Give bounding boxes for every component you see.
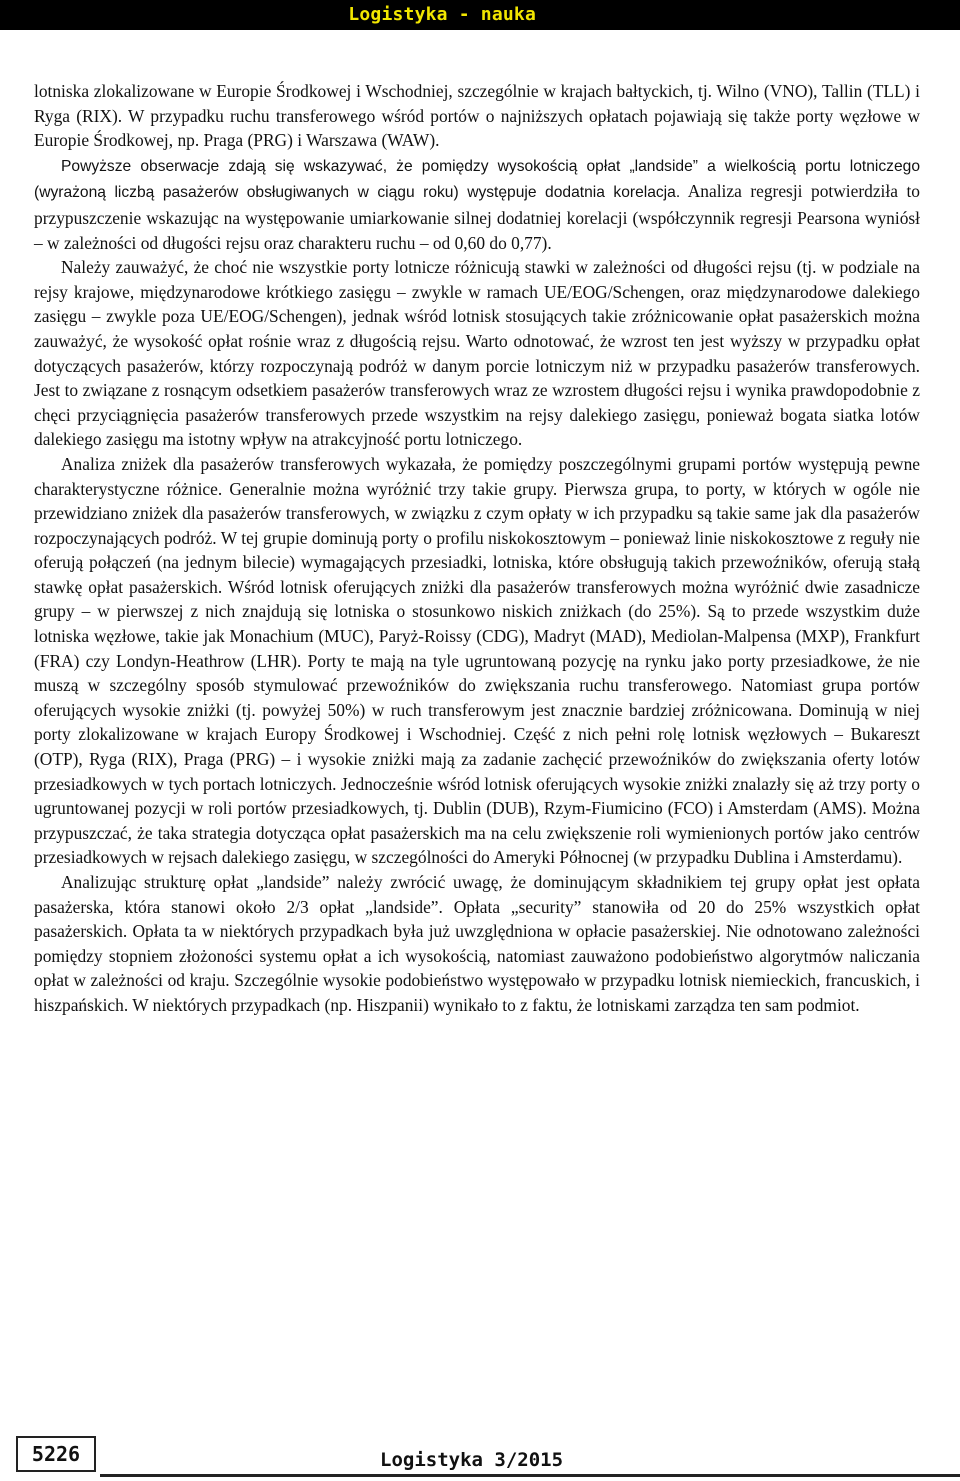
paragraph-4: Analiza zniżek dla pasażerów transferowych wykazała, że pomiędzy poszczególnymi grupami portów występują pewne charakterystyczne różnice. Generalnie można wyróżnić trzy takie grupy. Pierwsza grupa, to porty, w których w ogóle nie przewidziano zniżek dla pasażerów transferowych, w związku z czym opłaty w ich przypadku są takie same jak dla pasażerów rozpoczynających podróż. W tej grupie dominują porty o profilu niskokosztowym – ponieważ linie niskokosztowe z reguły nie oferują połączeń (na jednym bilecie) wymagających przesiadki, lotniska, które obsługują takich przewoźników, oferują stałą stawkę opłat pasażerskich. Wśród lotnisk oferujących zniżki dla pasażerów transferowych można wyróżnić dwie zasadnicze grupy – w pierwszej z nich znajdują się lotniska o stosunkowo niskich zniżkach (do 25%). Są to przede wszystkim duże lotniska węzłowe, takie jak Monachium (MUC), Paryż-Roissy (CDG), Madryt (MAD), Mediolan-Malpensa (MXP), Frankfurt (FRA) czy Londyn-Heathrow (LHR). Porty te mają na tyle ugruntowaną pozycję na rynku jako porty przesiadkowe, że nie muszą w szczególny sposób stymulować przewoźników do zwiększania ruchu transferowego. Natomiast grupa portów oferujących wysokie zniżki (tj. powyżej 50%) w ruch transferowym jest znacznie bardziej zróżnicowana. Dominują w niej porty zlokalizowane w krajach Europy Środkowej i Wschodniej. Część z nich pełni rolę lotnisk węzłowych – Bukareszt (OTP), Ryga (RIX), Praga (PRG) – i wysokie zniżki mają za zadanie zachęcić przewoźników do zwiększania oferty lotów przesiadkowych w tych portach lotniczych. Jednocześnie wśród lotnisk oferujących wysokie zniżki znalazły się aż trzy porty o ugruntowanej pozycji w roli portów przesiadkowych, tj. Dublin (DUB), Rzym-Fiumicino (FCO) i Amsterdam (AMS). Można przypuszczać, że taka strategia dotycząca opłat pasażerskich ma na celu zwiększenie roli wymienionych portów jako centrów przesiadkowych w rejsach dalekiego zasięgu, w szczególności do Ameryki Północnej (w przypadku Dublina i Amsterdamu). (34, 453, 920, 868)
paragraph-2-sans-text: Powyższe obserwacje zdają się wskazywać, że pomiędzy wysokością opłat „landside” a wielkością portu lotniczego (wyrażoną liczbą pasażerów obsługiwanych w ciągu roku) występuje dodatnia korelacja. (34, 157, 920, 202)
page-number: 5226 (16, 1436, 96, 1472)
paragraph-2 (34, 153, 920, 255)
header-bar (0, 0, 960, 30)
paragraph-5: Analizując strukturę opłat „landside” należy zwrócić uwagę, że dominującym składnikiem tej grupy opłat jest opłata pasażerska, która stanowi około 2/3 opłat „landside”. Opłata „security” stanowiła od 20 do 25% wszystkich opłat pasażerskich. Opłata ta w niektórych przypadkach była już uwzględniona w opłacie pasażerskiej. Nie odnotowano zależności pomiędzy stopniem złożoności systemu opłat a ich wysokością, natomiast zauważono podobieństwo algorytmów naliczania opłat w zależności od kraju. Szczególnie wysokie podobieństwo występowało w przypadku lotnisk niemieckich, francuskich, i hiszpańskich. W niektórych przypadkach (np. Hiszpanii) wynikało to z faktu, że lotniskami zarządza ten sam podmiot. (34, 872, 920, 1015)
footer-divider (100, 1474, 960, 1477)
paragraph-3: Należy zauważyć, że choć nie wszystkie porty lotnicze różnicują stawki w zależności od długości rejsu (tj. w podziale na rejsy krajowe, międzynarodowe krótkiego zasięgu – zwykle w ramach UE/EOG/Schengen, oraz międzynarodowe dalekiego zasięgu – zwykle poza UE/EOG/Schengen), jednak wśród lotnisk stosujących takie zróżnicowanie opłat pasażerskich można zauważyć, że wysokość opłat rośnie wraz z długością rejsu. Warto odnotować, że wzrost ten jest wyższy w przypadku opłat dotyczących pasażerów, którzy rozpoczynają podróż w danym porcie lotniczym niż w przypadku pasażerów transferowych. Jest to związane z rosnącym odsetkiem pasażerów transferowych wraz ze wzrostem długości rejsu i wynika prawdopodobnie z chęci przyciągnięcia pasażerów transferowych przede wszystkim na rejsy dalekiego zasięgu, ponieważ bogata siatka lotów dalekiego zasięgu ma istotny wpływ na atrakcyjność portu lotniczego. (34, 257, 920, 450)
article-body (34, 79, 920, 1018)
journal-issue: Logistyka 3/2015 (380, 1449, 564, 1471)
paragraph-1: lotniska zlokalizowane w Europie Środkowej i Wschodniej, szczególnie w krajach bałtyckich, tj. Wilno (VNO), Tallin (TLL) i Ryga (RIX). W przypadku ruchu transferowego wśród portów o najniższych opłatach pojawiają się także porty węzłowe w Europie Środkowej, np. Praga (PRG) i Warszawa (WAW). (34, 81, 920, 151)
section-title: Logistyka - nauka (348, 4, 536, 25)
paragraph-2-serif-text: Analiza regresji potwierdziła to przypuszczenie wskazując na występowanie umiarkowanie silnej dodatniej korelacji (współczynnik regresji Pearsona wyniósł – w zależności od długości rejsu oraz charakteru ruchu – od 0,60 do 0,77). (34, 181, 920, 253)
